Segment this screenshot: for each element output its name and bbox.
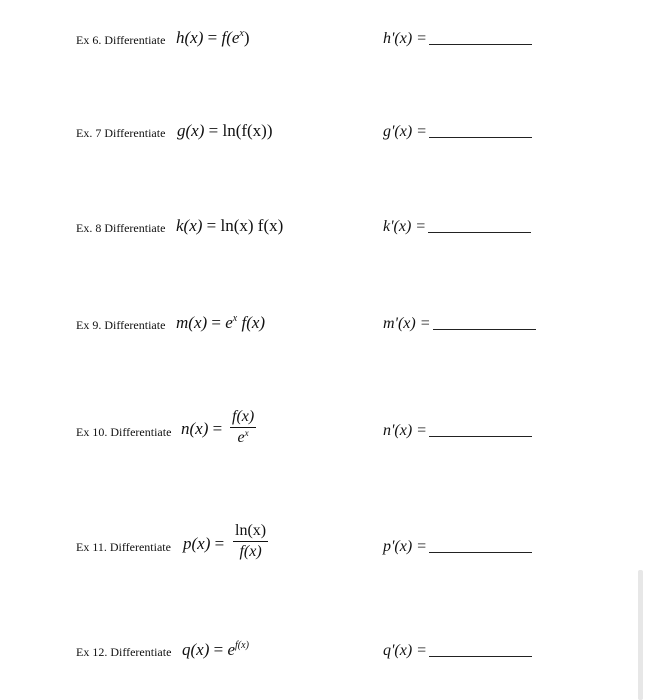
- function-name: q(x): [182, 640, 210, 659]
- answer-label: n'(x) =: [383, 422, 427, 439]
- denominator-exponent: x: [244, 428, 249, 438]
- denominator-base: e: [237, 429, 245, 446]
- function-rhs: f(x): [241, 313, 266, 332]
- exponent: x: [239, 28, 244, 39]
- answer-label: p'(x) =: [383, 538, 427, 555]
- answer-label: m'(x) =: [383, 315, 431, 332]
- exponential-base: e: [225, 313, 233, 332]
- function-rhs: f(e: [221, 28, 240, 47]
- answer-line: [383, 218, 531, 236]
- numerator: f(x): [230, 408, 256, 428]
- function-name-eq: [183, 534, 224, 554]
- function-name: k(x): [176, 216, 203, 235]
- function-name: n(x): [181, 419, 209, 438]
- function-definition: [182, 640, 249, 660]
- function-name: p(x): [183, 534, 211, 553]
- exercise-prompt: Ex. 8 Differentiate: [76, 221, 166, 235]
- answer-label: q'(x) =: [383, 642, 427, 659]
- exponent: f(x): [235, 640, 249, 651]
- answer-label: k'(x) =: [383, 218, 427, 235]
- exercise-prompt: Ex 6. Differentiate: [76, 33, 166, 47]
- answer-line: [383, 642, 532, 660]
- exercise-prompt: Ex 9. Differentiate: [76, 318, 166, 332]
- function-definition: [176, 28, 250, 48]
- answer-line: [383, 30, 532, 48]
- function-definition: [177, 121, 273, 141]
- function-name-eq: [181, 419, 222, 439]
- equals-sign: =: [212, 419, 223, 438]
- answer-blank[interactable]: [429, 655, 532, 657]
- exercise-prompt: Ex 10. Differentiate: [76, 425, 172, 439]
- answer-blank[interactable]: [429, 43, 532, 45]
- denominator: f(x): [239, 543, 262, 560]
- fraction: [230, 408, 256, 448]
- answer-blank[interactable]: [433, 328, 536, 330]
- answer-label: g'(x) =: [383, 123, 427, 140]
- exercise-prompt: Ex. 7 Differentiate: [76, 126, 166, 140]
- function-name: m(x): [176, 313, 208, 332]
- equals-sign: =: [206, 216, 217, 235]
- answer-line: [383, 123, 532, 141]
- scrollbar[interactable]: [638, 570, 643, 700]
- answer-line: [383, 422, 532, 440]
- function-rhs: ln(f(x)): [222, 121, 273, 140]
- exponent: x: [232, 313, 238, 324]
- function-rhs: ln(x) f(x): [220, 216, 284, 235]
- exercise-prompt: Ex 12. Differentiate: [76, 645, 172, 659]
- equals-sign: =: [213, 640, 224, 659]
- function-name: g(x): [177, 121, 205, 140]
- exercise-prompt: Ex 11. Differentiate: [76, 540, 171, 554]
- equals-sign: =: [208, 121, 219, 140]
- answer-blank[interactable]: [429, 435, 532, 437]
- answer-line: [383, 538, 532, 556]
- fraction: [233, 522, 268, 562]
- function-definition: [176, 313, 265, 333]
- exponential-base: e: [227, 640, 236, 659]
- function-name: h(x): [176, 28, 204, 47]
- numerator: ln(x): [233, 522, 268, 542]
- answer-blank[interactable]: [428, 231, 531, 233]
- answer-blank[interactable]: [429, 551, 532, 553]
- answer-blank[interactable]: [429, 136, 532, 138]
- answer-line: [383, 315, 536, 333]
- equals-sign: =: [207, 28, 218, 47]
- answer-label: h'(x) =: [383, 30, 427, 47]
- function-rhs-end: ): [243, 28, 250, 47]
- function-definition: [176, 216, 283, 236]
- denominator: [230, 428, 256, 448]
- equals-sign: =: [211, 313, 221, 332]
- equals-sign: =: [214, 534, 225, 553]
